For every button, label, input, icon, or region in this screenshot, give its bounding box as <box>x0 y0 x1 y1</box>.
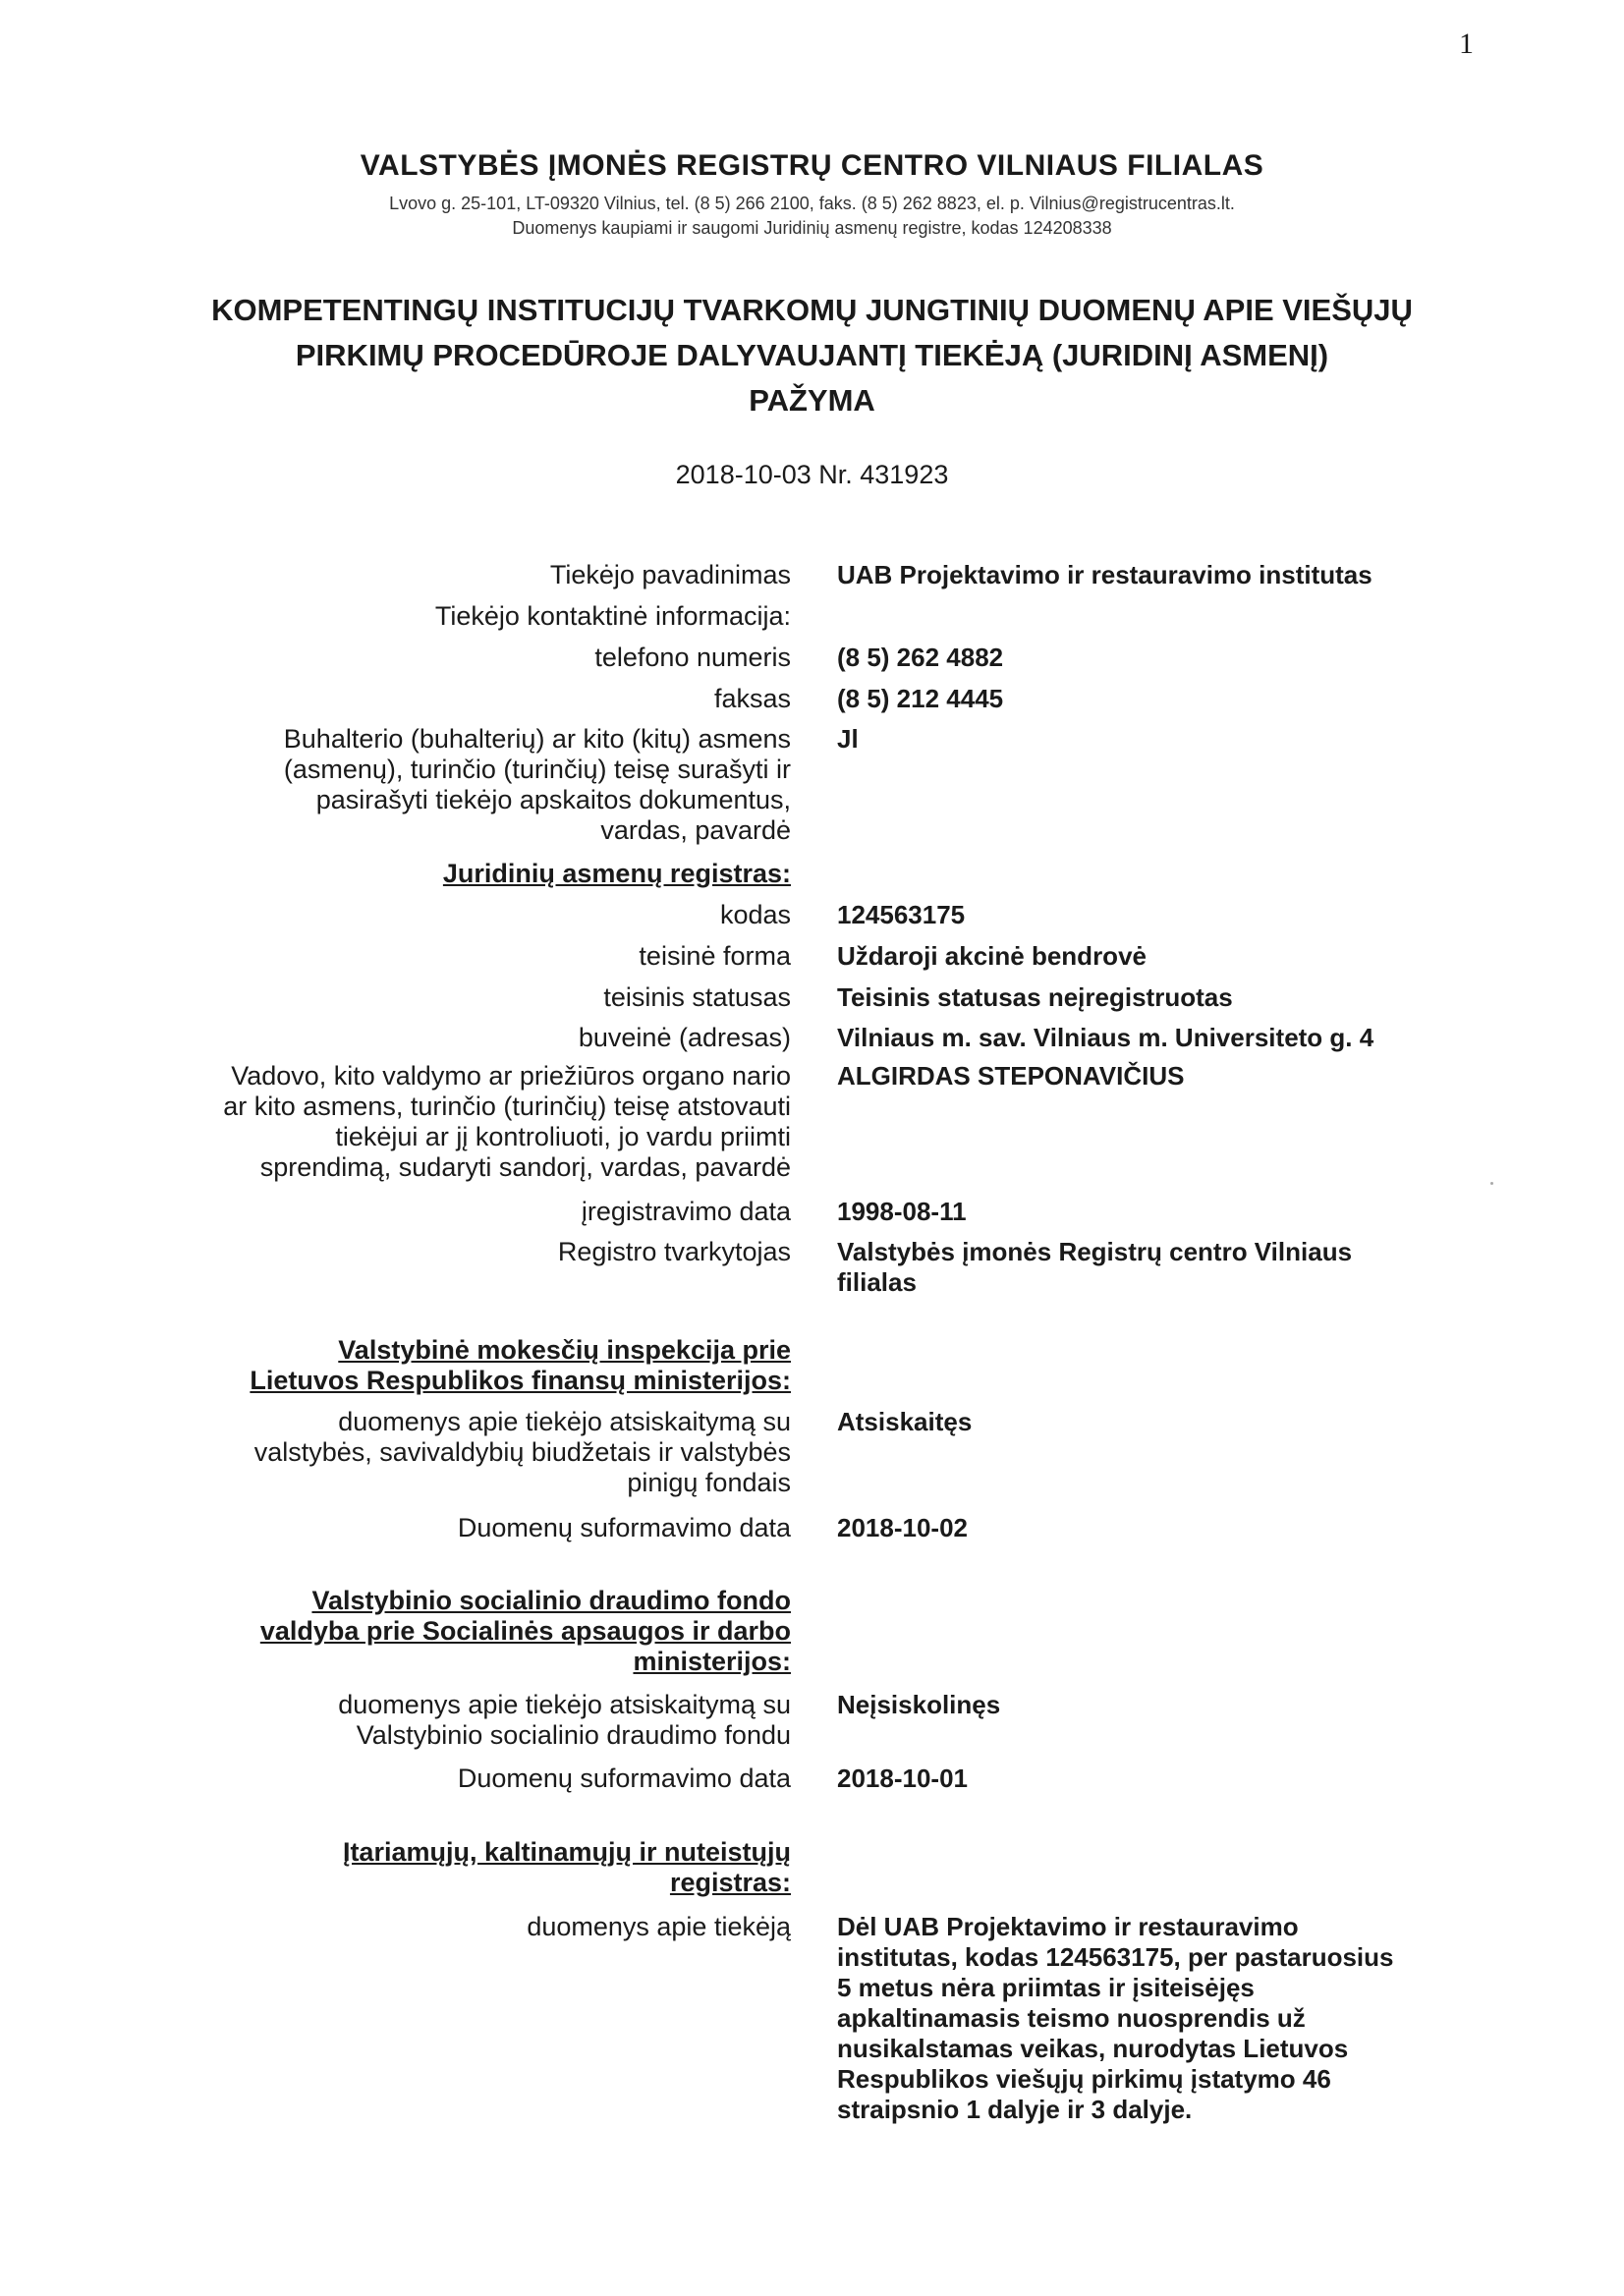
accountant-label-line: Buhalterio (buhalterių) ar kito (kitų) asmens <box>283 724 791 754</box>
criminal-data-line: Dėl UAB Projektavimo ir restauravimo <box>837 1912 1299 1941</box>
supplier-name-value: UAB Projektavimo ir restauravimo institutas <box>837 560 1372 589</box>
registrar-value-line: Valstybės įmonės Registrų centro Vilniaus <box>837 1237 1353 1266</box>
phone-label: telefono numeris <box>594 643 791 672</box>
address-label: buveinė (adresas) <box>578 1023 791 1052</box>
legal-form-label: teisinė forma <box>639 941 791 971</box>
registrar-value-line: filialas <box>837 1267 917 1297</box>
code-value: 124563175 <box>837 900 966 929</box>
document-date-number: 2018-10-03 Nr. 431923 <box>675 460 949 489</box>
criminal-heading-line: Įtariamųjų, kaltinamųjų ir nuteistųjų <box>342 1837 791 1867</box>
registration-date-label: įregistravimo data <box>581 1197 791 1226</box>
criminal-data-label: duomenys apie tiekėją <box>527 1912 791 1941</box>
manager-label <box>223 1061 791 1183</box>
tax-heading-line: Lietuvos Respublikos finansų ministerijos: <box>250 1366 791 1395</box>
registrar-label: Registro tvarkytojas <box>557 1237 791 1266</box>
tax-heading-line: Valstybinė mokesčių inspekcija prie <box>338 1335 791 1365</box>
criminal-registry-heading <box>343 1837 791 1898</box>
criminal-data-line: nusikalstamas veikas, nurodytas Lietuvos <box>837 2034 1349 2063</box>
social-heading-line: valdyba prie Socialinės apsaugos ir darbo <box>259 1616 791 1646</box>
registrar-value <box>837 1237 1352 1298</box>
document-title-line-3: PAŽYMA <box>749 383 875 418</box>
document-title-line-1: KOMPETENTINGŲ INSTITUCIJŲ TVARKOMŲ JUNGTINIŲ DUOMENŲ APIE VIEŠŲJŲ <box>211 293 1413 327</box>
criminal-data-value <box>837 1912 1393 2125</box>
criminal-data-line: 5 metus nėra priimtas ir įsiteisėjęs <box>837 1973 1255 2002</box>
tax-settlement-label-line: pinigų fondais <box>627 1468 791 1497</box>
social-heading-line: ministerijos: <box>633 1647 791 1676</box>
criminal-data-line: institutas, kodas 124563175, per pastaruosius <box>837 1942 1394 1972</box>
accountant-label-line: pasirašyti tiekėjo apskaitos dokumentus, <box>315 785 791 814</box>
tax-settlement-label-line: duomenys apie tiekėjo atsiskaitymą su <box>338 1407 791 1436</box>
tax-settlement-value: Atsiskaitęs <box>837 1407 973 1436</box>
social-settlement-value: Neįsiskolinęs <box>837 1690 1001 1719</box>
social-insurance-heading <box>260 1586 791 1677</box>
address-value: Vilniaus m. sav. Vilniaus m. Universiteto g. 4 <box>837 1023 1374 1052</box>
social-settlement-label-line: Valstybinio socialinio draudimo fondu <box>356 1720 791 1750</box>
phone-value: (8 5) 262 4882 <box>837 643 1004 672</box>
social-heading-line: Valstybinio socialinio draudimo fondo <box>311 1586 791 1615</box>
fax-label: faksas <box>713 684 791 713</box>
organization-address: Lvovo g. 25-101, LT-09320 Vilnius, tel. (8 5) 266 2100, faks. (8 5) 262 8823, el. p. Vilnius@registrucentras.lt. <box>389 194 1235 213</box>
social-date-label: Duomenų suformavimo data <box>457 1764 791 1793</box>
organization-title: VALSTYBĖS ĮMONĖS REGISTRŲ CENTRO VILNIAUS FILIALAS <box>360 149 1264 182</box>
legal-form-value: Uždaroji akcinė bendrovė <box>837 941 1147 971</box>
legal-status-value: Teisinis statusas neįregistruotas <box>837 982 1233 1012</box>
social-date-value: 2018-10-01 <box>837 1764 968 1793</box>
fax-value: (8 5) 212 4445 <box>837 684 1004 713</box>
social-settlement-label <box>338 1690 791 1751</box>
tax-date-label: Duomenų suformavimo data <box>457 1513 791 1542</box>
criminal-data-line: apkaltinamasis teismo nuosprendis už <box>837 2003 1306 2033</box>
accountant-label <box>284 724 791 846</box>
supplier-contact-label: Tiekėjo kontaktinė informacija: <box>434 601 791 631</box>
scan-speck <box>1490 1182 1493 1185</box>
code-label: kodas <box>719 900 791 929</box>
criminal-heading-line: registras: <box>669 1868 791 1897</box>
tax-inspectorate-heading <box>250 1335 791 1396</box>
manager-label-line: sprendimą, sudaryti sandorį, vardas, pavardė <box>259 1152 791 1182</box>
supplier-name-label: Tiekėjo pavadinimas <box>549 560 791 589</box>
criminal-data-line: Respublikos viešųjų pirkimų įstatymo 46 <box>837 2064 1331 2094</box>
tax-settlement-label-line: valstybės, savivaldybių biudžetais ir valstybės <box>253 1437 791 1467</box>
tax-date-value: 2018-10-02 <box>837 1513 968 1542</box>
accountant-label-line: vardas, pavardė <box>600 815 791 845</box>
manager-label-line: ar kito asmens, turinčio (turinčių) teisę atstovauti <box>223 1092 791 1121</box>
accountant-label-line: (asmenų), turinčio (turinčių) teisę surašyti ir <box>283 755 791 784</box>
registration-date-value: 1998-08-11 <box>837 1197 967 1226</box>
organization-data-note: Duomenys kaupiami ir saugomi Juridinių asmenų registre, kodas 124208338 <box>512 218 1112 238</box>
manager-label-line: Vadovo, kito valdymo ar priežiūros organo nario <box>231 1061 791 1091</box>
social-settlement-label-line: duomenys apie tiekėjo atsiskaitymą su <box>338 1690 791 1719</box>
document-title <box>0 288 1624 423</box>
legal-registry-heading: Juridinių asmenų registras: <box>442 859 791 888</box>
tax-settlement-label <box>254 1407 791 1498</box>
manager-value: ALGIRDAS STEPONAVIČIUS <box>837 1061 1185 1091</box>
page-number: 1 <box>1459 28 1474 60</box>
manager-label-line: tiekėjui ar jį kontroliuoti, jo vardu priimti <box>335 1122 791 1151</box>
document-title-line-2: PIRKIMŲ PROCEDŪROJE DALYVAUJANTĮ TIEKĖJĄ (JURIDINĮ ASMENĮ) <box>295 338 1329 372</box>
criminal-data-line: straipsnio 1 dalyje ir 3 dalyje. <box>837 2095 1193 2124</box>
accountant-value: Jl <box>837 724 859 754</box>
legal-status-label: teisinis statusas <box>603 982 791 1012</box>
